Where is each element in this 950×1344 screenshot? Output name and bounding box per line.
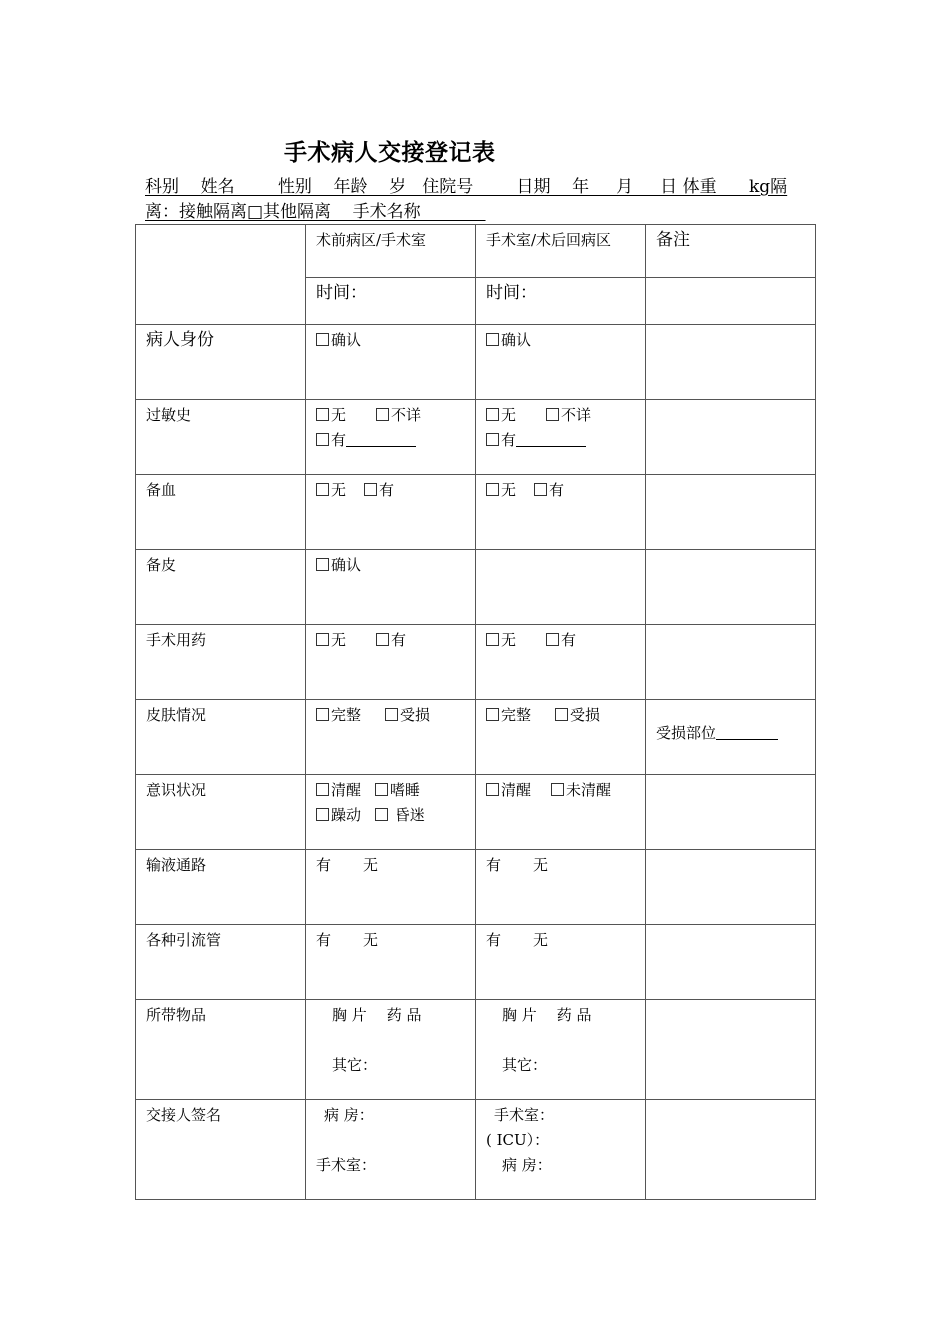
table-row: 皮肤情况 完整 受损 完整 受损 受损部位 [136,700,816,775]
table-row: 手术用药 无 有 无 有 [136,625,816,700]
remarks-cell[interactable] [646,550,816,625]
row-label-signature: 交接人签名 [136,1100,306,1200]
remarks-cell[interactable] [646,1000,816,1100]
checkbox[interactable] [486,333,499,346]
remarks-cell[interactable] [646,325,816,400]
header-remarks: 备注 [646,225,816,278]
remarks-cell[interactable] [646,625,816,700]
row-label-drainage: 各种引流管 [136,925,306,1000]
checkbox[interactable] [316,333,329,346]
remarks-cell[interactable] [646,278,816,325]
checkbox[interactable] [316,408,329,421]
checkbox[interactable] [316,433,329,446]
checkbox[interactable] [486,633,499,646]
fill-blank[interactable] [716,724,778,740]
checkbox[interactable] [486,433,499,446]
patient-info-line-2: 离：接触隔离□其他隔离 手术名称 [145,202,486,222]
remarks-cell[interactable] [646,1100,816,1200]
remarks-cell[interactable] [646,775,816,850]
row-label-belongings: 所带物品 [136,1000,306,1100]
checkbox[interactable] [316,633,329,646]
remarks-cell[interactable] [646,475,816,550]
table-row [136,225,816,278]
checkbox[interactable] [534,483,547,496]
remarks-cell[interactable] [646,925,816,1000]
checkbox[interactable] [316,708,329,721]
remarks-cell[interactable] [646,850,816,925]
checkbox[interactable] [486,408,499,421]
patient-info-line-1: 科别 姓名 性别 年龄 岁 住院号 日期 年 月 日 体重 kg隔 [145,177,788,197]
row-label-medication: 手术用药 [136,625,306,700]
table-row: 过敏史 无 不详 有 无 不详 有 [136,400,816,475]
table-row: 备皮 确认 [136,550,816,625]
checkbox[interactable] [375,783,388,796]
checkbox[interactable] [546,408,559,421]
header-pre-op: 术前病区/手术室 [306,225,476,278]
table-row: 交接人签名 病 房： 手术室： 手术室： ( ICU）： 病 房： [136,1100,816,1200]
checkbox[interactable] [316,483,329,496]
checkbox[interactable] [375,808,388,821]
table-row: 病人身份 确认 确认 [136,325,816,400]
row-label-allergy: 过敏史 [136,400,306,475]
checkbox[interactable] [316,783,329,796]
checkbox[interactable] [376,408,389,421]
fill-blank[interactable] [346,431,416,447]
table-row: 所带物品 胸 片 药 品 其它： 胸 片 药 品 其它： [136,1000,816,1100]
checkbox[interactable] [316,558,329,571]
remarks-cell[interactable] [646,400,816,475]
empty-corner-cell [136,225,306,325]
checkbox[interactable] [486,483,499,496]
table-row: 备血 无 有 无 有 [136,475,816,550]
checkbox[interactable] [364,483,377,496]
checkbox[interactable] [555,708,568,721]
row-label-skin: 皮肤情况 [136,700,306,775]
form-title: 手术病人交接登记表 [284,140,496,166]
time-cell-post[interactable]: 时间： [476,278,646,325]
checkbox[interactable] [546,633,559,646]
row-label-blood: 备血 [136,475,306,550]
row-label-iv: 输液通路 [136,850,306,925]
row-label-consciousness: 意识状况 [136,775,306,850]
row-label-skin-prep: 备皮 [136,550,306,625]
checkbox[interactable] [376,633,389,646]
checkbox[interactable] [486,783,499,796]
checkbox[interactable] [316,808,329,821]
table-row: 各种引流管 有 无 有 无 [136,925,816,1000]
fill-blank[interactable] [516,431,586,447]
table-row: 意识状况 清醒 嗜睡 躁动 昏迷 清醒 未清醒 [136,775,816,850]
handover-table [135,224,816,1200]
checkbox[interactable] [486,708,499,721]
checkbox[interactable] [385,708,398,721]
row-label-identity: 病人身份 [136,325,306,400]
time-cell-pre[interactable]: 时间： [306,278,476,325]
table-row: 输液通路 有 无 有 无 [136,850,816,925]
checkbox[interactable] [551,783,564,796]
header-post-op: 手术室/术后回病区 [476,225,646,278]
